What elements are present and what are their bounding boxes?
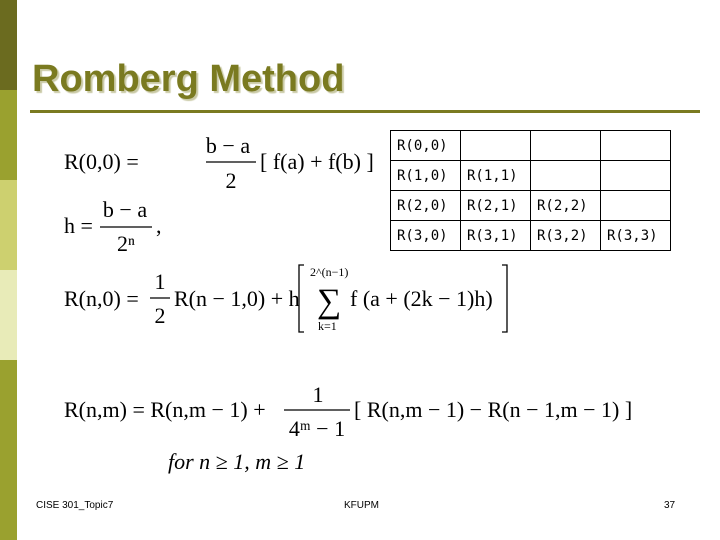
table-row — [391, 131, 671, 161]
table-row — [391, 191, 671, 221]
table-cell: R(3,1) — [461, 221, 531, 251]
formula-denominator: 2 — [225, 168, 237, 193]
table-cell: R(2,1) — [461, 191, 531, 221]
formula-condition — [160, 445, 420, 480]
summand: f (a + (2k − 1)h) — [350, 286, 493, 311]
footer-institution: KFUPM — [344, 500, 379, 511]
formula-numerator: b − a — [102, 197, 148, 222]
table-cell: R(2,0) — [391, 191, 461, 221]
formula-lhs: R(n,m) = R(n,m − 1) + — [64, 397, 266, 422]
romberg-table — [390, 130, 671, 251]
table-cell: R(3,2) — [531, 221, 601, 251]
sum-upper-limit: 2^(n−1) — [310, 265, 349, 279]
table-cell: R(3,0) — [391, 221, 461, 251]
table-cell — [531, 131, 601, 161]
formula-rhs: [ R(n,m − 1) − R(n − 1,m − 1) ] — [354, 397, 633, 422]
formula-h — [60, 195, 260, 260]
sum-symbol: ∑ — [317, 283, 342, 320]
footer-course: CISE 301_Topic7 — [36, 500, 114, 511]
left-band-1 — [0, 0, 17, 90]
left-band-3 — [0, 180, 17, 270]
left-band-2 — [0, 90, 17, 180]
table-cell: R(2,2) — [531, 191, 601, 221]
formula-denominator: 4ᵐ − 1 — [288, 416, 346, 441]
table-cell: R(0,0) — [391, 131, 461, 161]
formula-denominator: 2 — [154, 303, 166, 328]
formula-numerator: 1 — [154, 269, 166, 294]
table-cell: R(1,0) — [391, 161, 461, 191]
left-band-5 — [0, 360, 17, 540]
formula-numerator: b − a — [205, 133, 251, 158]
sum-lower-limit: k=1 — [318, 319, 337, 333]
formula-lhs: R(n,0) = — [64, 286, 139, 311]
table-cell — [461, 131, 531, 161]
left-bracket — [299, 265, 304, 332]
table-cell: R(1,1) — [461, 161, 531, 191]
formula-rhs: [ f(a) + f(b) ] — [260, 149, 374, 174]
right-bracket — [502, 265, 507, 332]
slide-title: Romberg Method — [32, 58, 345, 100]
formula-denominator: 2ⁿ — [117, 231, 135, 256]
formula-mid: R(n − 1,0) + h — [174, 286, 300, 311]
table-cell: R(3,3) — [601, 221, 671, 251]
formula-numerator: 1 — [312, 382, 324, 407]
formula-rn0 — [60, 258, 530, 340]
table-row — [391, 161, 671, 191]
formula-rnm — [60, 380, 650, 445]
left-band-4 — [0, 270, 17, 360]
table-cell — [531, 161, 601, 191]
formula-lhs: R(0,0) = — [64, 149, 139, 174]
table-cell — [601, 191, 671, 221]
formula-r00 — [60, 130, 374, 195]
table-cell — [601, 131, 671, 161]
condition-text: for n ≥ 1, m ≥ 1 — [168, 449, 306, 474]
table-cell — [601, 161, 671, 191]
formula-lhs: h = — [64, 213, 93, 238]
formula-tail: , — [156, 213, 162, 238]
page-number: 37 — [664, 500, 676, 511]
title-underline — [30, 110, 700, 113]
table-row — [391, 221, 671, 251]
